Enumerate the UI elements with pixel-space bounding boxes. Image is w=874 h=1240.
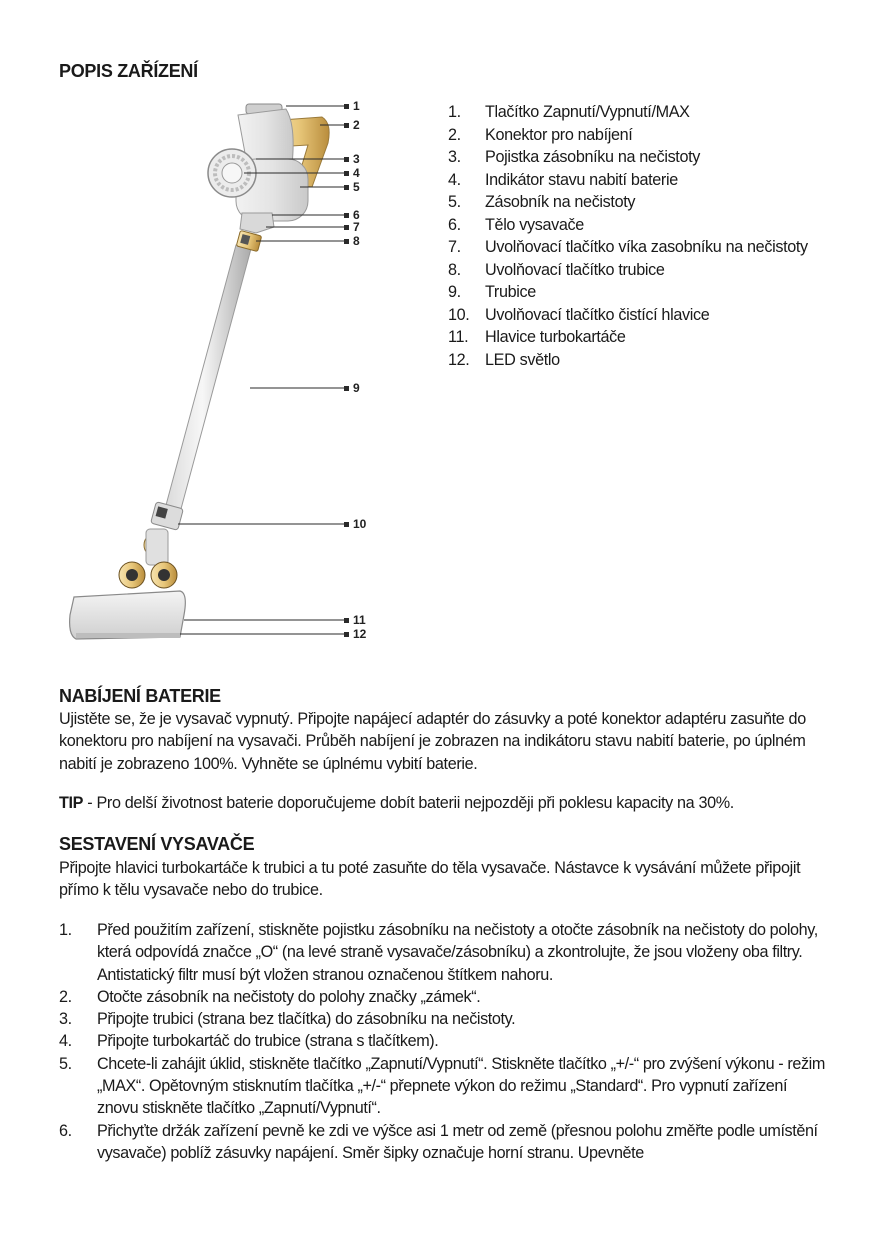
step-text: Připojte turbokartáč do trubice (strana s tlačítkem). [97,1032,439,1051]
list-text: Trubice [485,283,536,301]
list-item [59,986,829,1008]
list-item [448,214,828,237]
figure-label-5: 5 [353,180,360,194]
list-item [448,304,828,327]
step-number: 6. [59,1121,72,1140]
figure-label-10: 10 [353,517,367,531]
step-number: 2. [59,987,72,1006]
section-title-sestaveni: SESTAVENÍ VYSAVAČE [59,834,255,854]
tip-text: - Pro delší životnost baterie doporučujeme dobít baterii nejpozději při poklesu kapacity na 30%. [83,794,734,812]
list-text: Indikátor stavu nabití baterie [485,170,678,189]
list-item [59,1120,829,1165]
list-item [448,326,828,349]
list-number: 6. [448,215,461,234]
list-number: 10. [448,305,470,324]
figure-label-6: 6 [353,208,360,222]
figure-label-7: 7 [353,220,360,234]
list-item [448,259,828,282]
parts-list [448,101,828,371]
tip-label: TIP [59,794,84,812]
step-text: Připojte trubici (strana bez tlačítka) do zásobníku na nečistoty. [97,1010,516,1029]
list-item [448,169,828,192]
step-text: Otočte zásobník na nečistoty do polohy značky „zámek“. [97,987,481,1006]
list-number: 12. [448,350,470,369]
list-number: 1. [448,103,461,121]
figure-label-9: 9 [353,381,360,395]
section-title-popis: POPIS ZAŘÍZENÍ [59,61,198,81]
list-text: Uvolňovací tlačítko trubice [485,260,665,279]
list-item [448,101,828,124]
list-item [448,191,828,214]
list-item [59,919,829,986]
step-number: 4. [59,1032,72,1051]
step-text: Chcete-li zahájit úklid, stiskněte tlačítko „Zapnutí/Vypnutí“. Stiskněte tlačítko „+/-“ pro zvýšení výkonu - režim „MAX“. Opětovným stisknutím tlačítka „+/-“ přepnete výkon do režimu „Standard“. Pro vypnutí zařízení znovu stiskněte tlačítko „Zapnutí/Vypnutí“. [97,1054,825,1118]
list-text: Zásobník na nečistoty [485,193,636,211]
list-number: 2. [448,125,461,144]
figure-label-4: 4 [353,166,360,180]
vacuum-diagram [60,95,380,650]
list-item [448,349,828,372]
list-text: Hlavice turbokartáče [485,328,626,346]
list-text: Tlačítko Zapnutí/Vypnutí/MAX [485,103,690,121]
list-item [448,146,828,169]
list-item [448,236,828,259]
turbo-brush-head [70,591,186,639]
figure-label-1: 1 [353,99,360,113]
list-number: 4. [448,170,461,189]
list-number: 8. [448,260,461,279]
list-text: Konektor pro nabíjení [485,125,633,144]
list-text: Uvolňovací tlačítko víka zasobníku na nečistoty [485,238,808,256]
assembly-steps [59,919,829,1164]
list-text: Tělo vysavače [485,215,584,234]
list-item [448,281,828,304]
step-number: 3. [59,1010,72,1029]
list-text: Uvolňovací tlačítko čistící hlavice [485,305,710,324]
list-text: Pojistka zásobníku na nečistoty [485,148,701,166]
list-number: 3. [448,148,461,166]
step-text: Přichyťte držák zařízení pevně ke zdi ve výšce asi 1 metr od země (přesnou polohu změřte podle umístění vysavače) poblíž zásuvky napájení. Směr šipky označuje horní stranu. Upevněte [97,1121,818,1162]
list-item [59,1030,829,1052]
tip-paragraph [59,792,829,814]
list-item [59,1053,829,1120]
list-number: 7. [448,238,461,256]
list-number: 9. [448,283,461,301]
section-title-nabijeni: NABÍJENÍ BATERIE [59,686,221,706]
tube [162,245,252,520]
figure-label-3: 3 [353,152,360,166]
figure-label-8: 8 [353,234,360,248]
step-text: Před použitím zařízení, stiskněte pojistku zásobníku na nečistoty a otočte zásobník na nečistoty do polohy, která odpovídá značce „O“ (na levé straně vysavače/zásobníku) a zkontrolujte, že jsou vloženy oba filtry. Antistatický filtr musí být vložen stranou označenou štítkem nahoru. [97,921,818,984]
led-light [76,633,180,638]
list-number: 5. [448,193,461,211]
list-text: LED světlo [485,350,560,369]
list-number: 11. [448,328,469,346]
list-item [59,1008,829,1030]
figure-label-2: 2 [353,118,360,132]
figure-label-12: 12 [353,627,367,641]
assembly-intro: Připojte hlavici turbokartáče k trubici a tu poté zasuňte do těla vysavače. Nástavce k vysávání můžete připojit přímo k tělu vysavače nebo do trubice. [59,859,801,900]
list-item [448,124,828,147]
step-number: 1. [59,921,72,939]
figure-label-11: 11 [353,613,366,627]
body-neck [240,213,274,233]
charging-paragraph: Ujistěte se, že je vysavač vypnutý. Připojte napájecí adaptér do zásuvky a poté konektor adaptéru zasuňte do konektoru pro nabíjení na vysavači. Průběh nabíjení je zobrazen na indikátoru stavu nabití baterie, po úplném nabití je zobrazeno 100%. Vyhněte se úplnému vybití baterie. [59,710,806,773]
step-number: 5. [59,1054,72,1073]
